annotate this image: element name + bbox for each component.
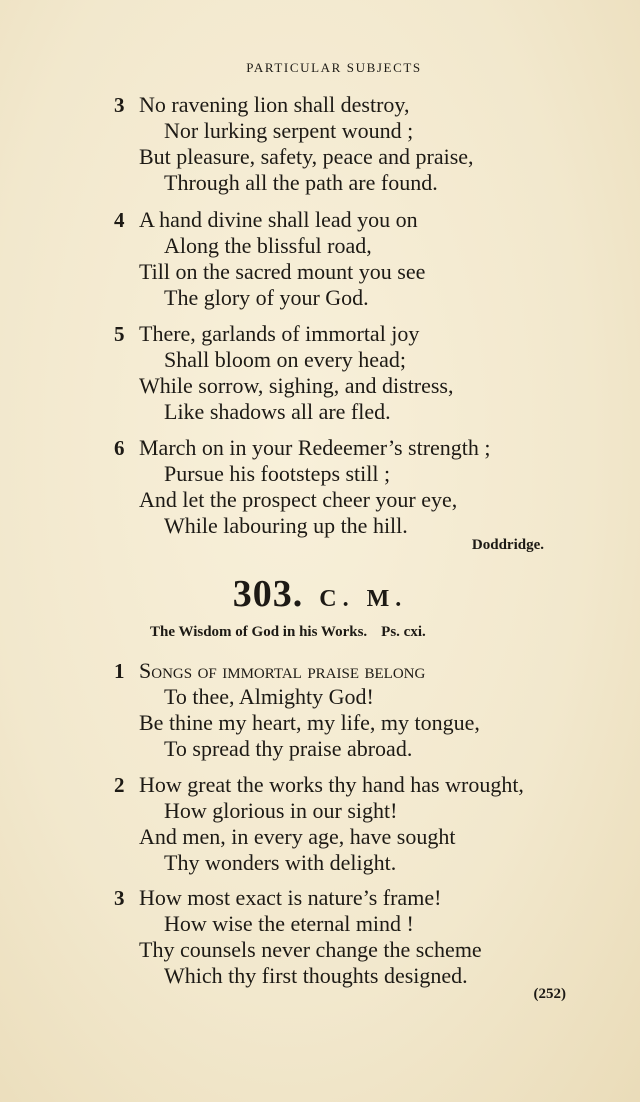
scripture-reference: Ps. cxi. bbox=[381, 624, 426, 640]
verse-number: 4 bbox=[114, 208, 125, 232]
verse-number: 6 bbox=[114, 436, 125, 460]
verse-number: 5 bbox=[114, 322, 125, 346]
verse-number: 3 bbox=[114, 93, 125, 117]
verse-line: No ravening lion shall destroy, bbox=[139, 92, 410, 117]
verse-number: 3 bbox=[114, 886, 125, 910]
hymn-number: 303. bbox=[232, 573, 304, 615]
verse-number: 2 bbox=[114, 773, 125, 797]
verse-line: Nor lurking serpent wound ; bbox=[164, 118, 414, 143]
verse-line: A hand divine shall lead you on bbox=[139, 207, 418, 232]
verse-line: Shall bloom on every head; bbox=[164, 347, 406, 372]
verse-line: Along the blissful road, bbox=[164, 233, 372, 258]
verse-line: While labouring up the hill. bbox=[164, 513, 408, 538]
verse-line: Thy counsels never change the scheme bbox=[139, 937, 482, 962]
verse-line: And let the prospect cheer your eye, bbox=[139, 487, 458, 512]
verse-line: The glory of your God. bbox=[164, 285, 369, 310]
verse-line: Thy wonders with delight. bbox=[164, 850, 397, 875]
verse-line: Pursue his footsteps still ; bbox=[164, 461, 391, 486]
verse-line: Like shadows all are fled. bbox=[164, 399, 391, 424]
verse-line: How great the works thy hand has wrought, bbox=[139, 772, 524, 797]
verse-line: But pleasure, safety, peace and praise, bbox=[139, 144, 474, 169]
verse-line: And men, in every age, have sought bbox=[139, 824, 456, 849]
page-number: (252) bbox=[533, 986, 566, 1002]
verse-line: How most exact is nature’s frame! bbox=[139, 885, 442, 910]
verse-line: How glorious in our sight! bbox=[164, 798, 398, 823]
verse-line: Songs of immortal praise belong bbox=[139, 658, 426, 683]
hymn-heading bbox=[0, 572, 640, 616]
verse-line: Be thine my heart, my life, my tongue, bbox=[139, 710, 480, 735]
verse-line: To thee, Almighty God! bbox=[164, 684, 374, 709]
verse-line: Which thy first thoughts designed. bbox=[164, 963, 468, 988]
verse-line: March on in your Redeemer’s strength ; bbox=[139, 435, 491, 460]
hymn-subtitle-text: The Wisdom of God in his Works. bbox=[150, 624, 368, 640]
verse-line: Through all the path are found. bbox=[164, 170, 438, 195]
hymn-subtitle bbox=[150, 624, 426, 641]
verse-line: To spread thy praise abroad. bbox=[164, 736, 413, 761]
verse-line: Till on the sacred mount you see bbox=[139, 259, 426, 284]
hymn-meter: C. M. bbox=[319, 586, 408, 612]
verse-line: There, garlands of immortal joy bbox=[139, 321, 420, 346]
verse-line: While sorrow, sighing, and distress, bbox=[139, 373, 454, 398]
verse-line: How wise the eternal mind ! bbox=[164, 911, 414, 936]
verse-number: 1 bbox=[114, 659, 125, 683]
running-header: PARTICULAR SUBJECTS bbox=[246, 60, 422, 75]
author-attribution: Doddridge. bbox=[471, 537, 544, 553]
